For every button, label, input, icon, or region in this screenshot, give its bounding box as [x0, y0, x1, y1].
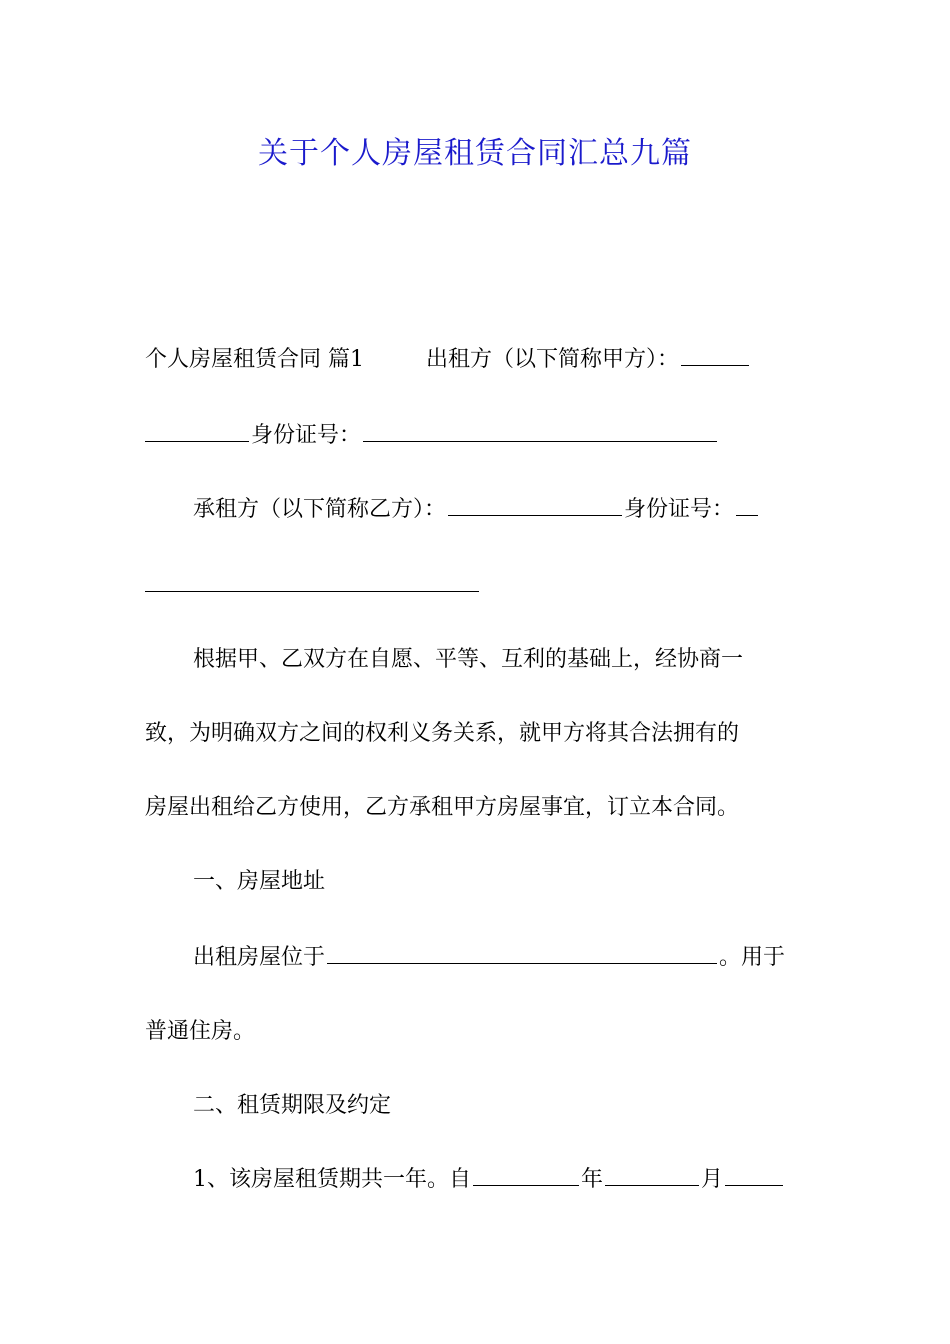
month-blank [605, 1165, 699, 1186]
address-label: 出租房屋位于 [193, 945, 326, 970]
party-a-id-label: 身份证号： [251, 423, 362, 448]
party-b-id-label: 身份证号： [624, 497, 735, 522]
party-b-label: 承租方（以下简称乙方）： [193, 497, 447, 522]
month-label: 月 [701, 1167, 724, 1192]
usage-label: 。用于 [719, 945, 786, 970]
party-a-line [145, 344, 810, 376]
party-a-id-blank [363, 421, 717, 442]
term-line [193, 1164, 810, 1196]
party-a-id-line [145, 420, 810, 452]
day-blank [725, 1165, 783, 1186]
party-a-name-blank [681, 345, 749, 366]
usage-line: 普通住房。 [145, 1019, 256, 1044]
party-b-name-blank [448, 495, 622, 516]
party-b-line [193, 494, 810, 526]
party-b-id-blank-cont [145, 571, 479, 592]
term-label: 1、该房屋租赁期共一年。自 [193, 1167, 471, 1192]
paragraph-line: 根据甲、乙双方在自愿、平等、互利的基础上，经协商一 [193, 647, 744, 672]
section-heading-address: 一、房屋地址 [193, 869, 326, 894]
address-line [193, 942, 810, 974]
document-title: 关于个人房屋租赁合同汇总九篇 [258, 136, 692, 171]
section-heading-term: 二、租赁期限及约定 [193, 1093, 392, 1118]
party-a-name-blank-cont [145, 421, 249, 442]
party-b-id-line [145, 570, 810, 602]
contract-heading: 个人房屋租赁合同 篇1 [145, 347, 364, 372]
paragraph-line: 房屋出租给乙方使用，乙方承租甲方房屋事宜，订立本合同。 [145, 795, 740, 820]
party-b-id-blank [736, 495, 758, 516]
paragraph-line: 致，为明确双方之间的权利义务关系，就甲方将其合法拥有的 [145, 721, 740, 746]
year-label: 年 [581, 1167, 604, 1192]
year-blank [473, 1165, 579, 1186]
party-a-label: 出租方（以下简称甲方）： [426, 347, 680, 372]
address-blank [327, 943, 717, 964]
